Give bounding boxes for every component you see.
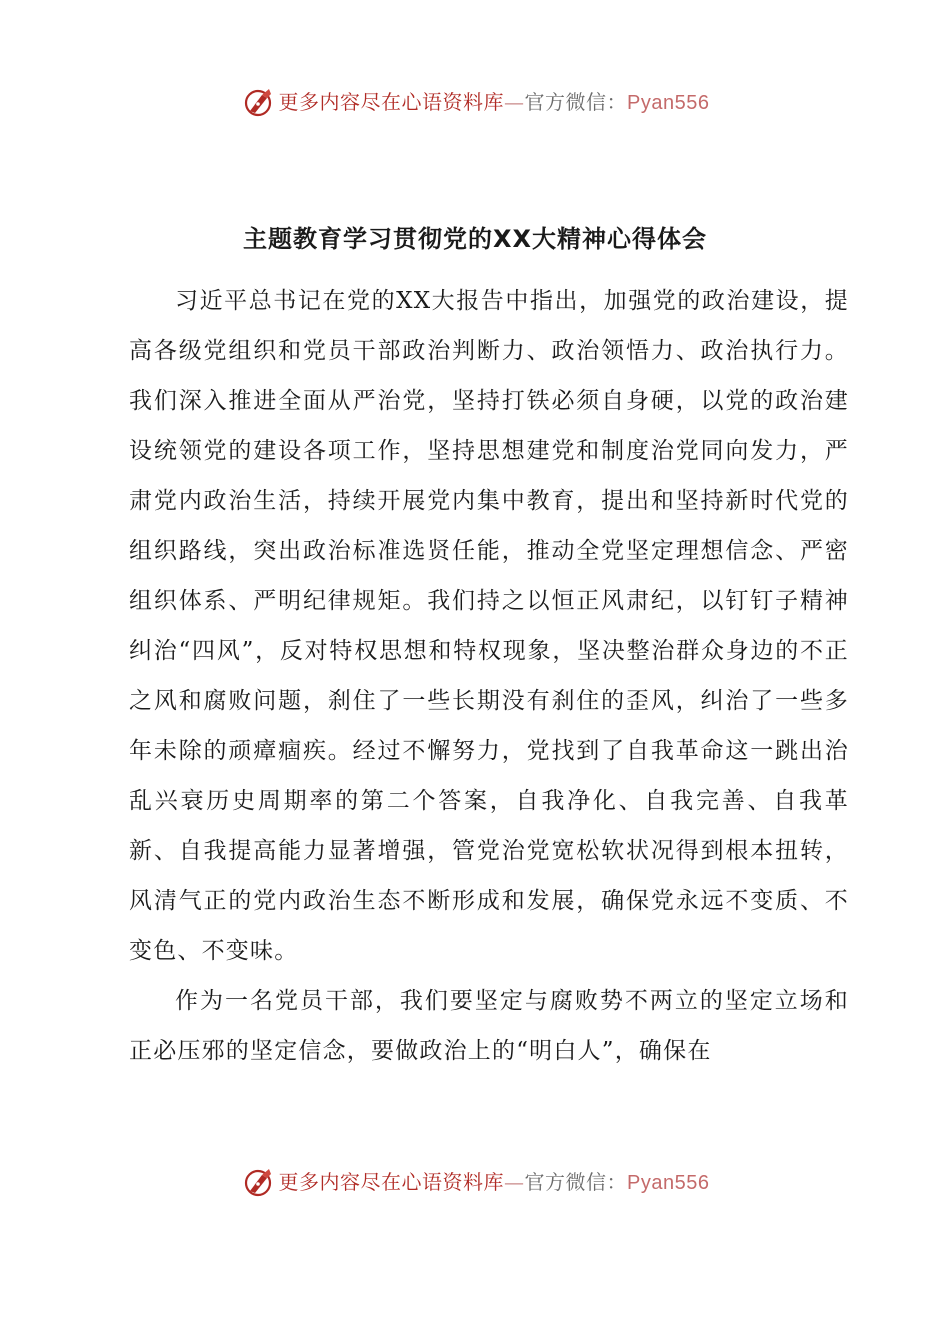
watermark-text xyxy=(279,82,710,123)
pen-nib-logo-icon xyxy=(241,1165,275,1199)
watermark-lead: 更多内容尽在心语资料库 xyxy=(278,1169,505,1194)
watermark-label: 官方微信： xyxy=(524,1169,628,1194)
body-paragraph-2: 作为一名党员干部，我们要坚定与腐败势不两立的坚定立场和正必压邪的坚定信念，要做政治上的“明白人”，确保在 xyxy=(129,988,849,1064)
watermark-wechat-id: Pyan556 xyxy=(627,1171,710,1194)
watermark-separator: — xyxy=(504,89,525,114)
watermark-label: 官方微信： xyxy=(524,89,628,114)
watermark-banner-bottom xyxy=(0,1162,950,1202)
document-body xyxy=(129,276,849,1076)
watermark-wechat-id: Pyan556 xyxy=(627,91,710,114)
watermark-banner-top xyxy=(0,82,950,122)
watermark-text xyxy=(279,1162,710,1203)
watermark-lead: 更多内容尽在心语资料库 xyxy=(278,89,505,114)
body-paragraph-1: 习近平总书记在党的XX大报告中指出，加强党的政治建设，提高各级党组织和党员干部政治判断力、政治领悟力、政治执行力。我们深入推进全面从严治党，坚持打铁必须自身硬，以党的政治建设统领党的建设各项工作，坚持思想建党和制度治党同向发力，严肃党内政治生活，持续开展党内集中教育，提出和坚持新时代党的组织路线，突出政治标准选贤任能，推动全党坚定理想信念、严密组织体系、严明纪律规矩。我们持之以恒正风肃纪，以钉钉子精神纠治“四风”，反对特权思想和特权现象，坚决整治群众身边的不正之风和腐败问题，刹住了一些长期没有刹住的歪风，纠治了一些多年未除的顽瘴痼疾。经过不懈努力，党找到了自我革命这一跳出治乱兴衰历史周期率的第二个答案，自我净化、自我完善、自我革新、自我提高能力显著增强，管党治党宽松软状况得到根本扭转，风清气正的党内政治生态不断形成和发展，确保党永远不变质、不变色、不变味。 xyxy=(129,288,849,964)
document-title: 主题教育学习贯彻党的XX大精神心得体会 xyxy=(242,225,707,254)
pen-nib-logo-icon xyxy=(241,85,275,119)
watermark-separator: — xyxy=(504,1169,525,1194)
